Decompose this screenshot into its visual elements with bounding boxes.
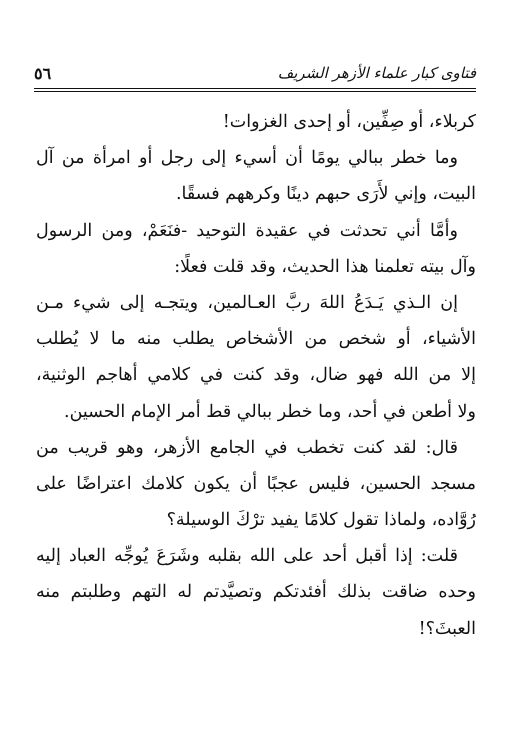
text-line: الأشياء، أو شخص من الأشخاص يطلب منه ما لا يُطلب (36, 329, 476, 350)
text-line: رُوَّاده، ولماذا تقول كلامًا يفيد ترْكَ الوسيلة؟ (166, 510, 476, 531)
text-line: وآل بيته تعلمنا هذا الحديث، وقد قلت فعلًا: (174, 256, 476, 277)
text-line: إلا من الله فهو ضال، وقد كنت في كلامي أهاجم الوثنية، (36, 365, 476, 386)
body-text (36, 104, 476, 647)
running-header (34, 64, 476, 86)
page-number: ٥٦ (34, 64, 52, 83)
text-line: وحده ضاقت بذلك أفئدتكم وتصيَّدتم له التهم وطلبتم منه (36, 582, 476, 603)
text-line: قلت: إذا أقبل أحد على الله بقلبه وشَرَعَ يُوجِّه العباد إليه (36, 546, 458, 567)
running-header-title: فتاوى كبار علماء الأزهر الشريف (277, 64, 476, 82)
text-line: مسجد الحسين، فليس عجبًا أن يكون كلامك اعتراضًا على (36, 473, 476, 494)
text-line: العبثَ؟! (418, 618, 476, 639)
text-line: قال: لقد كنت تخطب في الجامع الأزهر، وهو قريب من (36, 437, 458, 458)
text-line: إن الـذي يَـدَعُ اللهَ ربَّ العـالمين، ويتجـه إلى شيء مـن (36, 292, 458, 313)
header-rule (34, 88, 476, 89)
header-rule-thin (34, 91, 476, 92)
text-line: البيت، وإني لأَرَى حبهم دينًا وكرههم فسقًا. (175, 184, 476, 205)
text-line: وما خطر ببالي يومًا أن أسيء إلى رجل أو امرأة من آل (36, 148, 458, 169)
text-line: ولا أطعن في أحد، وما خطر ببالي قط أمر الإمام الحسين. (64, 401, 476, 422)
text-line: وأمَّا أني تحدثت في عقيدة التوحيد -فنَعَمْ، ومن الرسول (36, 220, 458, 241)
text-line: كربلاء، أو صِفِّين، أو إحدى الغزوات! (222, 112, 476, 132)
